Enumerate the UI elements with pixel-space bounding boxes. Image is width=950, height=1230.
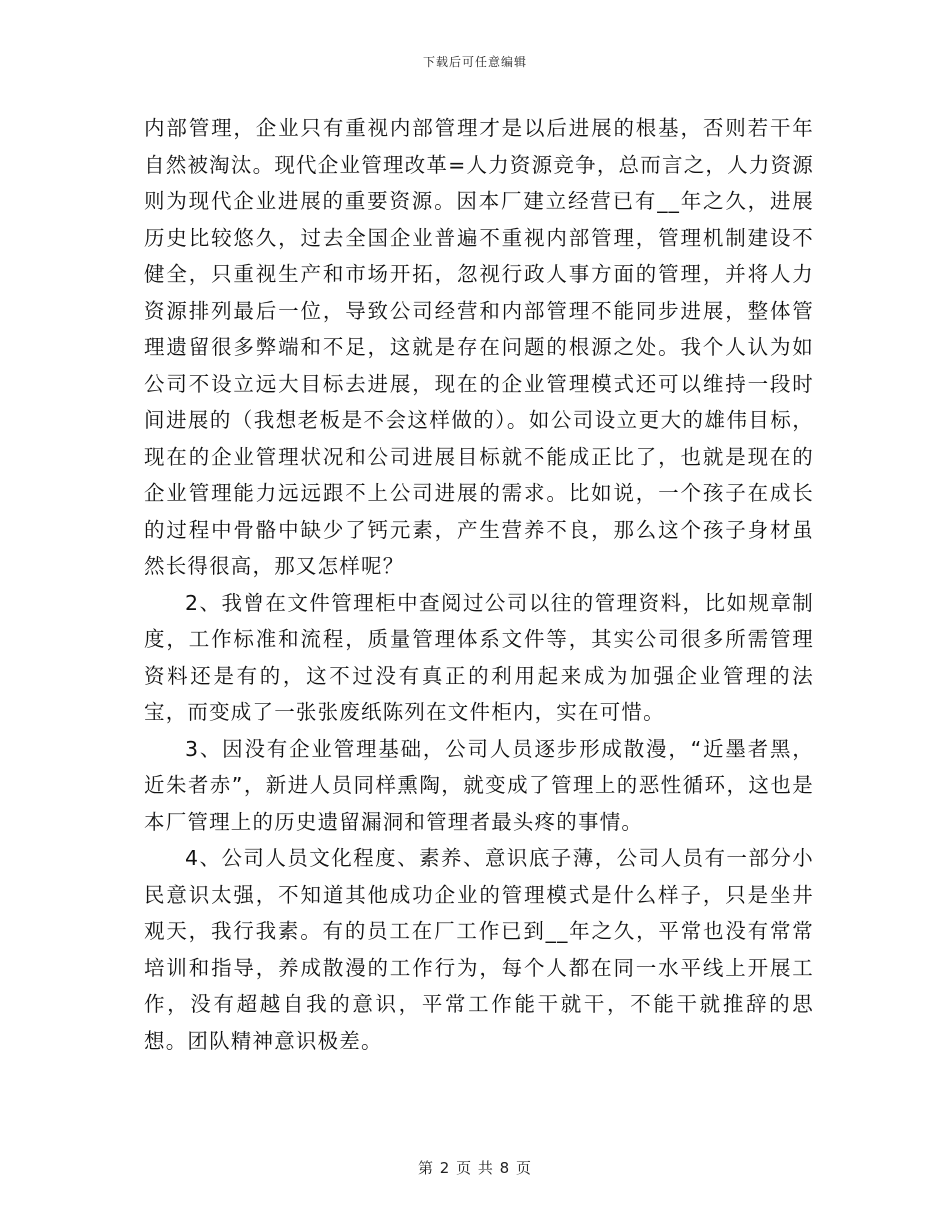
- page-footer: 第 2 页 共 8 页: [418, 1159, 532, 1177]
- page-header: 下载后可任意编辑: [422, 55, 527, 69]
- document-body: [144, 110, 814, 1059]
- paragraph-item-2: 2、我曾在文件管理柜中查阅过公司以往的管理资料，比如规章制度，工作标准和流程，质量管理体系文件等，其实公司很多所需管理资料还是有的，这不过没有真正的利用起来成为加强企业管理的法宝，而变成了一张张废纸陈列在文件柜内，实在可惜。: [144, 590, 814, 724]
- paragraph-item-4: 4、公司人员文化程度、素养、意识底子薄，公司人员有一部分小民意识太强，不知道其他成功企业的管理模式是什么样子，只是坐井观天，我行我素。有的员工在厂工作已到__年之久，平常也没有常常培训和指导，养成散漫的工作行为，每个人都在同一水平线上开展工作，没有超越自我的意识，平常工作能干就干，不能干就推辞的思想。团队精神意识极差。: [144, 846, 814, 1053]
- paragraph-item-3: 3、因没有企业管理基础，公司人员逐步形成散漫，“近墨者黑，近朱者赤”，新进人员同样熏陶，就变成了管理上的恶性循环，这也是本厂管理上的历史遗留漏洞和管理者最头疼的事情。: [144, 736, 814, 834]
- paragraph-continuation: 内部管理，企业只有重视内部管理才是以后进展的根基，否则若干年自然被淘汰。现代企业管理改革=人力资源竞争，总而言之，人力资源则为现代企业进展的重要资源。因本厂建立经营已有__年之久，进展历史比较悠久，过去全国企业普遍不重视内部管理，管理机制建设不健全，只重视生产和市场开拓，忽视行政人事方面的管理，并将人力资源排列最后一位，导致公司经营和内部管理不能同步进展，整体管理遗留很多弊端和不足，这就是存在问题的根源之处。我个人认为如公司不设立远大目标去进展，现在的企业管理模式还可以维持一段时间进展的（我想老板是不会这样做的）。如公司设立更大的雄伟目标，现在的企业管理状况和公司进展目标就不能成正比了，也就是现在的企业管理能力远远跟不上公司进展的需求。比如说，一个孩子在成长的过程中骨骼中缺少了钙元素，产生营养不良，那么这个孩子身材虽然长得很高，那又怎样呢？: [144, 116, 814, 578]
